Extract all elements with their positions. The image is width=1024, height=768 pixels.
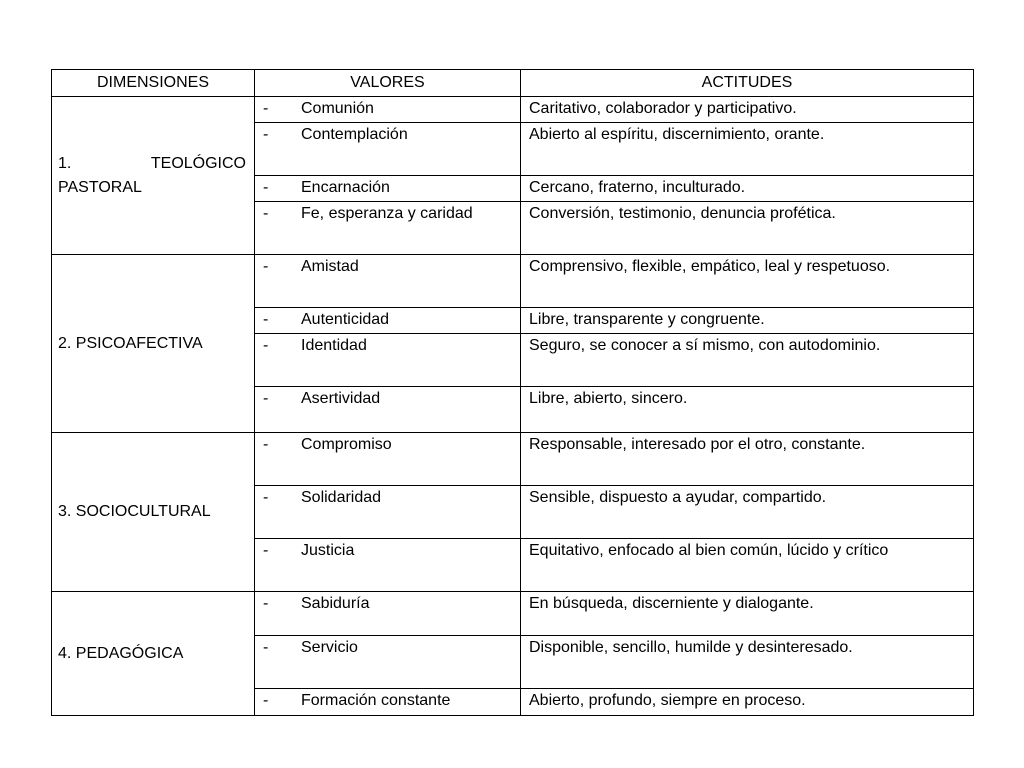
value-cell (255, 689, 521, 716)
value-text: Amistad (301, 258, 359, 275)
value-cell (255, 636, 521, 689)
bullet-dash: - (263, 390, 269, 407)
value-text: Compromiso (301, 436, 392, 453)
value-cell (255, 202, 521, 255)
dimension-cell: 1. TEOLÓGICO PASTORAL (52, 97, 255, 255)
value-text: Solidaridad (301, 489, 382, 506)
table-row (52, 255, 974, 308)
value-text: Asertividad (301, 390, 381, 407)
header-valores: VALORES (255, 70, 521, 97)
attitude-cell: Comprensivo, flexible, empático, leal y respetuoso. (521, 255, 974, 308)
attitude-cell: En búsqueda, discerniente y dialogante. (521, 592, 974, 636)
value-cell (255, 387, 521, 433)
attitude-cell: Equitativo, enfocado al bien común, lúcido y crítico (521, 539, 974, 592)
bullet-dash: - (263, 100, 269, 117)
bullet-dash: - (263, 205, 269, 222)
value-text: Identidad (301, 337, 367, 354)
attitude-cell: Cercano, fraterno, inculturado. (521, 176, 974, 202)
bullet-dash: - (263, 311, 269, 328)
header-actitudes: ACTITUDES (521, 70, 974, 97)
table-row (52, 433, 974, 486)
attitude-cell: Sensible, dispuesto a ayudar, compartido. (521, 486, 974, 539)
attitude-cell: Conversión, testimonio, denuncia profética. (521, 202, 974, 255)
table-row (52, 592, 974, 636)
value-text: Justicia (301, 542, 355, 559)
dimension-cell: 3. SOCIOCULTURAL (52, 433, 255, 592)
dimension-cell: 4. PEDAGÓGICA (52, 592, 255, 716)
value-cell (255, 308, 521, 334)
value-cell (255, 433, 521, 486)
value-text: Servicio (301, 639, 358, 656)
attitude-cell: Abierto, profundo, siempre en proceso. (521, 689, 974, 716)
attitude-cell: Disponible, sencillo, humilde y desinteresado. (521, 636, 974, 689)
value-text: Formación constante (301, 692, 451, 709)
value-cell (255, 539, 521, 592)
attitude-cell: Caritativo, colaborador y participativo. (521, 97, 974, 123)
value-text: Fe, esperanza y caridad (301, 205, 473, 222)
value-text: Comunión (301, 100, 374, 117)
bullet-dash: - (263, 542, 269, 559)
value-text: Sabiduría (301, 595, 370, 612)
bullet-dash: - (263, 258, 269, 275)
bullet-dash: - (263, 595, 269, 612)
value-text: Autenticidad (301, 311, 390, 328)
value-text: Contemplación (301, 126, 408, 143)
value-cell (255, 123, 521, 176)
bullet-dash: - (263, 692, 269, 709)
attitude-cell: Seguro, se conocer a sí mismo, con autodominio. (521, 334, 974, 387)
values-table (51, 69, 974, 716)
header-dimensiones: DIMENSIONES (52, 70, 255, 97)
bullet-dash: - (263, 337, 269, 354)
value-cell (255, 486, 521, 539)
bullet-dash: - (263, 639, 269, 656)
value-cell (255, 97, 521, 123)
attitude-cell: Responsable, interesado por el otro, constante. (521, 433, 974, 486)
value-cell (255, 176, 521, 202)
attitude-cell: Libre, abierto, sincero. (521, 387, 974, 433)
bullet-dash: - (263, 126, 269, 143)
attitude-cell: Abierto al espíritu, discernimiento, orante. (521, 123, 974, 176)
bullet-dash: - (263, 179, 269, 196)
dimension-cell: 2. PSICOAFECTIVA (52, 255, 255, 433)
bullet-dash: - (263, 489, 269, 506)
table-body (52, 97, 974, 716)
attitude-cell: Libre, transparente y congruente. (521, 308, 974, 334)
bullet-dash: - (263, 436, 269, 453)
value-cell (255, 334, 521, 387)
header-row (52, 70, 974, 97)
table-row (52, 97, 974, 123)
value-cell (255, 255, 521, 308)
value-text: Encarnación (301, 179, 390, 196)
value-cell (255, 592, 521, 636)
